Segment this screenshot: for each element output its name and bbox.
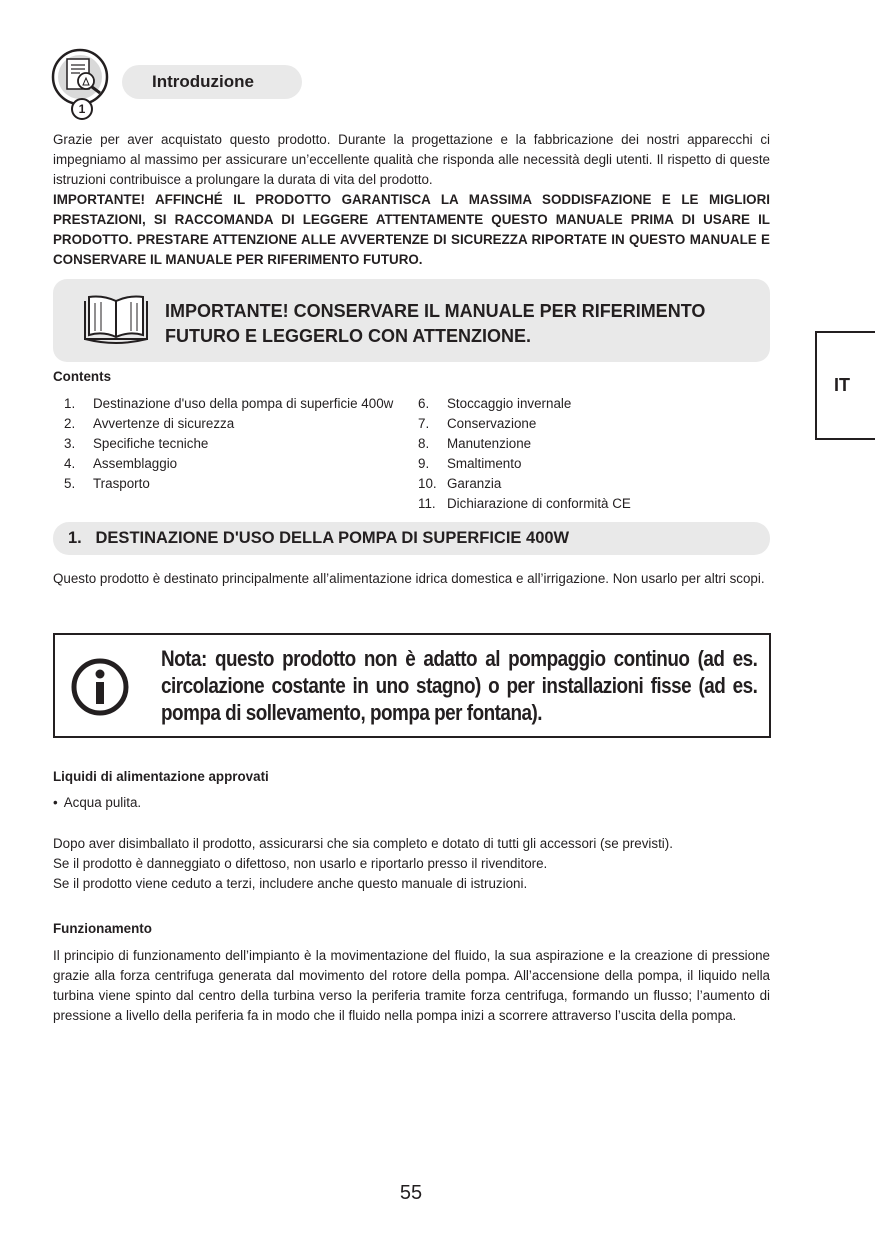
toc-text: Smaltimento xyxy=(447,456,522,471)
unpacking-block xyxy=(53,834,770,894)
unpacking-line-2: Se il prodotto è danneggiato o difettoso, non usarlo e riportarlo presso il rivenditore. xyxy=(53,856,548,871)
toc-text: Manutenzione xyxy=(447,436,532,451)
toc-text: Specifiche tecniche xyxy=(93,436,209,451)
toc-text: Garanzia xyxy=(447,476,502,491)
section-heading: 1. DESTINAZIONE D'USO DELLA POMPA DI SUPERFICIE 400W xyxy=(68,529,570,547)
toc-number: 7. xyxy=(418,416,430,431)
toc-item xyxy=(418,434,768,454)
toc-item xyxy=(53,474,413,494)
toc-left-column xyxy=(53,394,413,494)
page-number: 55 xyxy=(399,1182,423,1204)
important-box-text xyxy=(165,299,755,349)
toc-text: Stoccaggio invernale xyxy=(447,396,572,411)
toc-number: 5. xyxy=(64,476,76,491)
toc-item xyxy=(418,414,768,434)
toc-number: 4. xyxy=(64,456,76,471)
unpacking-line-3: Se il prodotto viene ceduto a terzi, includere anche questo manuale di istruzioni. xyxy=(53,876,528,891)
toc-item xyxy=(418,474,768,494)
page-title: Introduzione xyxy=(152,72,254,91)
toc-number: 11. xyxy=(418,496,436,511)
important-line-1: IMPORTANTE! CONSERVARE IL MANUALE PER RIFERIMENTO xyxy=(165,301,706,321)
liquids-title: Liquidi di alimentazione approvati xyxy=(53,769,269,784)
toc-item xyxy=(53,434,413,454)
toc-number: 1. xyxy=(64,396,76,411)
toc-text: Conservazione xyxy=(447,416,537,431)
toc-number: 2. xyxy=(64,416,76,431)
toc-number: 10. xyxy=(418,476,437,491)
list-item xyxy=(53,795,141,810)
toc-item xyxy=(418,394,768,414)
intro-block xyxy=(53,130,770,270)
toc-text: Assemblaggio xyxy=(93,456,178,471)
toc-text: Avvertenze di sicurezza xyxy=(93,416,235,431)
toc-number: 8. xyxy=(418,436,430,451)
list-item-text: Acqua pulita. xyxy=(63,795,142,810)
important-box xyxy=(53,279,770,362)
toc-number: 3. xyxy=(64,436,76,451)
toc-right-column xyxy=(418,394,768,514)
open-book-icon xyxy=(81,293,151,347)
toc-text: Destinazione d'uso della pompa di superficie 400w xyxy=(93,396,394,411)
unpacking-line-1: Dopo aver disimballato il prodotto, assicurarsi che sia completo e dotato di tutti gli accessori (se previsti). xyxy=(53,836,673,851)
info-icon xyxy=(71,658,129,716)
toc-item xyxy=(418,454,768,474)
toc-item xyxy=(53,414,413,434)
language-tab xyxy=(815,331,875,440)
important-line-2: FUTURO E LEGGERLO CON ATTENZIONE. xyxy=(165,326,531,346)
section-heading-bar xyxy=(53,522,770,555)
toc-number: 9. xyxy=(418,456,430,471)
toc-item xyxy=(418,494,768,514)
toc-item xyxy=(53,454,413,474)
intro-paragraph: Grazie per aver acquistato questo prodotto. Durante la progettazione e la fabbricazione dei nostri apparecchi ci impegniamo al massimo per assicurare un’eccellente qualità che risponda alle necessità degli utenti. Il rispetto di queste istruzioni contribuisce a prolungare la durata di vita del prodotto. xyxy=(53,132,770,187)
toc-number: 6. xyxy=(418,396,430,411)
toc-item xyxy=(53,394,413,414)
language-code: IT xyxy=(834,375,850,395)
section-title-pill xyxy=(122,65,302,99)
note-box xyxy=(53,633,771,738)
bullet-dot: • xyxy=(53,795,58,810)
step-badge-number: 1 xyxy=(78,102,86,116)
toc-text: Dichiarazione di conformità CE xyxy=(447,496,631,511)
step-badge xyxy=(71,98,93,120)
intro-important: IMPORTANTE! AFFINCHÉ IL PRODOTTO GARANTISCA LA MASSIMA SODDISFAZIONE E LE MIGLIORI PRESTAZIONI, SI RACCOMANDA DI LEGGERE ATTENTAMENTE QUESTO MANUALE PRIMA DI USARE IL PRODOTTO. PRESTARE ATTENZIONE ALLE AVVERTENZE DI SICUREZZA RIPORTATE IN QUESTO MANUALE E CONSERVARE IL MANUALE PER RIFERIMENTO FUTURO. xyxy=(53,192,770,267)
operation-title: Funzionamento xyxy=(53,921,152,936)
toc-text: Trasporto xyxy=(93,476,150,491)
note-text: Nota: questo prodotto non è adatto al pompaggio continuo (ad es. circolazione costante in uno stagno) o per installazioni fisse (ad es. pompa di sollevamento, pompa per fontana). xyxy=(161,646,758,725)
section-1-text: Questo prodotto è destinato principalmente all’alimentazione idrica domestica e all’irrigazione. Non usarlo per altri scopi. xyxy=(53,571,765,586)
operation-text: Il principio di funzionamento dell’impianto è la movimentazione del fluido, la sua aspirazione e la creazione di pressione grazie alla forza centrifuga generata dal movimento del rotore della pompa. All’accensione della pompa, il liquido nella turbina viene spinto dal centro della turbina verso la periferia tramite forza centrifuga, formando un flusso; l’aumento di pressione a livello della periferia fa in modo che il fluido nella pompa inizi a scorrere attraverso l’uscita della pompa. xyxy=(53,948,770,1023)
contents-title: Contents xyxy=(53,369,112,384)
